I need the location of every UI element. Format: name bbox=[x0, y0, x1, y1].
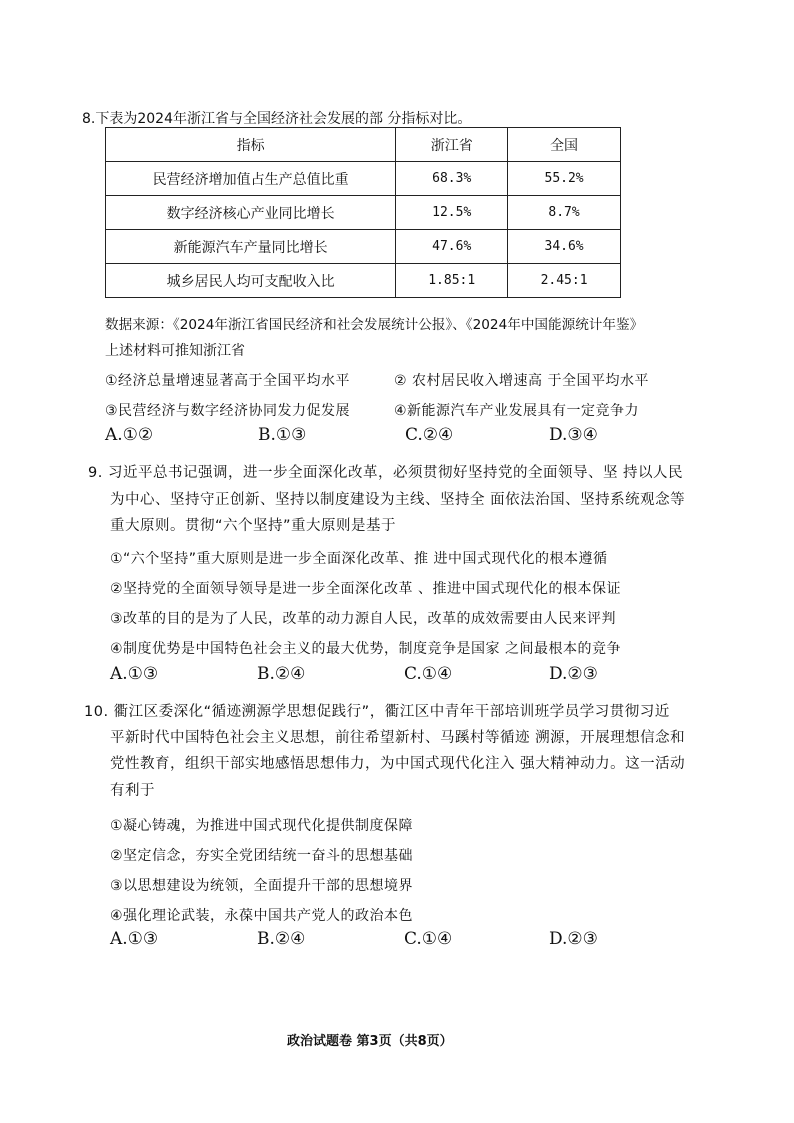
table-header-cell: 浙江省 bbox=[396, 128, 508, 162]
q9-option-3: ③改革的目的是为了人民，改革的动力源自人民，改革的成效需要由人民来评判 bbox=[110, 611, 617, 627]
q10-choice-a: A.①③ bbox=[110, 929, 159, 949]
q9-option-1: ①“六个坚持”重大原则是进一步全面深化改革、推 进中国式现代化的根本遵循 bbox=[110, 551, 608, 567]
table-cell-label: 数字经济核心产业同比增长 bbox=[106, 196, 396, 230]
table-cell-national: 34.6% bbox=[508, 230, 621, 264]
q10-option-3: ③以思想建设为统领，全面提升干部的思想境界 bbox=[110, 878, 414, 894]
q8-choice-a: A.①② bbox=[105, 425, 154, 445]
table-row bbox=[106, 230, 621, 264]
q8-choice-b: B.①③ bbox=[258, 425, 307, 445]
page-footer: 政治试题卷 第3页（共8页） bbox=[287, 1034, 453, 1049]
table-cell-national: 55.2% bbox=[508, 162, 621, 196]
q9-choice-d: D.②③ bbox=[549, 664, 598, 684]
q10-stem-line-4: 有利于 bbox=[110, 783, 155, 799]
q8-stem: 8.下表为2024年浙江省与全国经济社会发展的部 分指标对比。 bbox=[82, 111, 472, 127]
indicator-table bbox=[105, 127, 621, 298]
q8-option-4: ④新能源汽车产业发展具有一定竞争力 bbox=[394, 403, 640, 419]
q10-stem-line-1: 10. 衢江区委深化“循迹溯源学思想促践行”，衢江区中青年干部培训班学员学习贯彻习近 bbox=[84, 704, 670, 720]
q8-lead: 上述材料可推知浙江省 bbox=[105, 343, 245, 359]
q10-stem-line-2: 平新时代中国特色社会主义思想，前往希望新村、马蹊村等循迹 溯源，开展理想信念和 bbox=[110, 730, 686, 746]
table-row bbox=[106, 162, 621, 196]
q9-choice-b: B.②④ bbox=[257, 664, 306, 684]
table-cell-national: 8.7% bbox=[508, 196, 621, 230]
table-row bbox=[106, 264, 621, 298]
q8-option-1: ①经济总量增速显著高于全国平均水平 bbox=[105, 373, 351, 389]
q9-stem-line-3: 重大原则。贯彻“六个坚持”重大原则是基于 bbox=[110, 518, 397, 534]
table-cell-label: 城乡居民人均可支配收入比 bbox=[106, 264, 396, 298]
q8-option-2: ② 农村居民收入增速高 于全国平均水平 bbox=[394, 373, 649, 389]
q10-stem-line-3: 党性教育，组织干部实地感悟思想伟力，为中国式现代化注入 强大精神动力。这一活动 bbox=[110, 756, 686, 772]
q9-option-2: ②坚持党的全面领导领导是进一步全面深化改革 、推进中国式现代化的根本保证 bbox=[110, 581, 621, 597]
q10-option-1: ①凝心铸魂，为推进中国式现代化提供制度保障 bbox=[110, 818, 414, 834]
q10-option-2: ②坚定信念，夯实全党团结统一奋斗的思想基础 bbox=[110, 848, 414, 864]
table-header-row bbox=[106, 128, 621, 162]
q9-stem-line-2: 为中心、坚持守正创新、坚持以制度建设为主线、坚持全 面依法治国、坚持系统观念等 bbox=[110, 492, 686, 508]
table-header-cell: 指标 bbox=[106, 128, 396, 162]
q10-choice-c: C.①④ bbox=[404, 929, 453, 949]
q9-choice-c: C.①④ bbox=[404, 664, 453, 684]
q8-data-source: 数据来源：《2024年浙江省国民经济和社会发展统计公报》、《2024年中国能源统计年鉴》 bbox=[105, 317, 644, 333]
table-cell-zhejiang: 1.85:1 bbox=[396, 264, 508, 298]
q10-choice-b: B.②④ bbox=[257, 929, 306, 949]
q10-choice-d: D.②③ bbox=[549, 929, 598, 949]
q9-option-4: ④制度优势是中国特色社会主义的最大优势，制度竞争是国家 之间最根本的竞争 bbox=[110, 641, 621, 657]
table-cell-zhejiang: 47.6% bbox=[396, 230, 508, 264]
table-row bbox=[106, 196, 621, 230]
table-header-cell: 全国 bbox=[508, 128, 621, 162]
table-cell-zhejiang: 68.3% bbox=[396, 162, 508, 196]
q9-choice-a: A.①③ bbox=[110, 664, 159, 684]
q8-choice-d: D.③④ bbox=[549, 425, 598, 445]
table-cell-label: 民营经济增加值占生产总值比重 bbox=[106, 162, 396, 196]
table-cell-zhejiang: 12.5% bbox=[396, 196, 508, 230]
q9-stem-line-1: 9. 习近平总书记强调，进一步全面深化改革，必须贯彻好坚持党的全面领导、坚 持以人民 bbox=[88, 465, 684, 481]
q10-option-4: ④强化理论武装，永葆中国共产党人的政治本色 bbox=[110, 908, 414, 924]
q8-choice-c: C.②④ bbox=[405, 425, 454, 445]
table-cell-label: 新能源汽车产量同比增长 bbox=[106, 230, 396, 264]
table-cell-national: 2.45:1 bbox=[508, 264, 621, 298]
q8-option-3: ③民营经济与数字经济协同发力促发展 bbox=[105, 403, 351, 419]
